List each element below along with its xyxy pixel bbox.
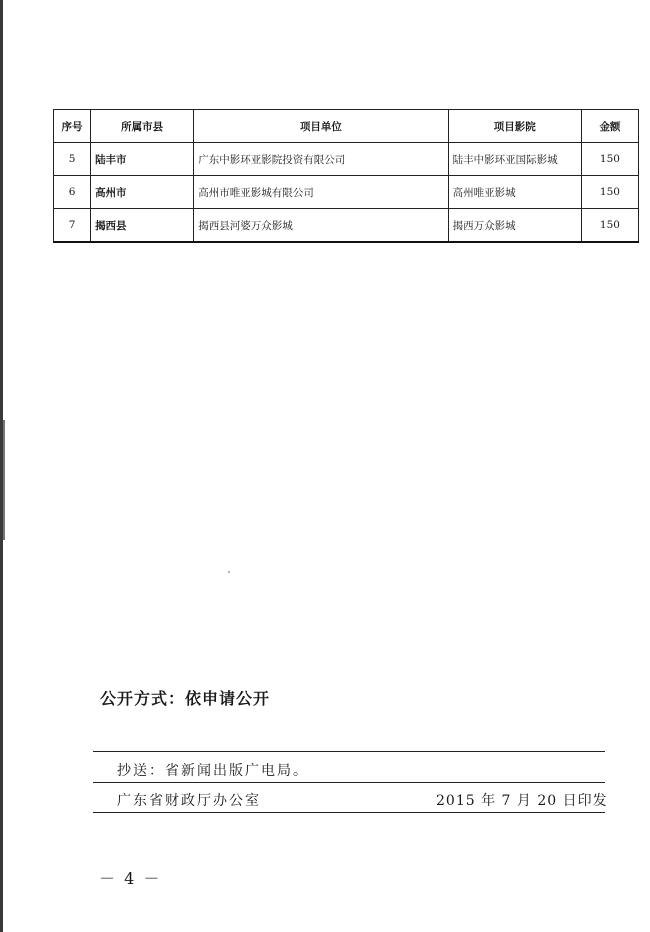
row-amount: 150 xyxy=(581,143,638,176)
row-amount: 150 xyxy=(581,176,638,209)
row-no: 7 xyxy=(54,209,91,243)
row-cinema: 陆丰中影环亚国际影城 xyxy=(448,143,581,176)
table-row xyxy=(54,143,639,176)
issue-date: 2015 年 7 月 20 日印发 xyxy=(436,793,608,809)
row-unit: 广东中影环亚影院投资有限公司 xyxy=(194,143,448,176)
row-cinema: 揭西万众影城 xyxy=(448,209,581,243)
row-unit: 揭西县河婆万众影城 xyxy=(194,209,448,243)
row-no: 5 xyxy=(54,143,91,176)
row-amount: 150 xyxy=(581,209,638,243)
footer-rule-bottom xyxy=(93,812,605,813)
table-row xyxy=(54,209,639,243)
table-header-row xyxy=(54,110,639,143)
page-number: － 4 － xyxy=(99,869,162,888)
row-unit: 高州市唯亚影城有限公司 xyxy=(194,176,448,209)
row-cinema: 高州唯亚影城 xyxy=(448,176,581,209)
footer-rule-middle xyxy=(93,782,605,783)
cc-line: 抄送：省新闻出版广电局。 xyxy=(117,763,309,779)
header-amount: 金额 xyxy=(581,110,638,143)
row-no: 6 xyxy=(54,176,91,209)
funding-table xyxy=(53,109,639,243)
header-cinema: 项目影院 xyxy=(448,110,581,143)
disclosure-method: 公开方式：依申请公开 xyxy=(100,689,271,708)
table-row xyxy=(54,176,639,209)
row-city: 陆丰市 xyxy=(91,143,194,176)
header-no: 序号 xyxy=(54,110,91,143)
footer-rule-top xyxy=(93,751,605,752)
row-city: 揭西县 xyxy=(91,209,194,243)
header-city: 所属市县 xyxy=(91,110,194,143)
header-unit: 项目单位 xyxy=(194,110,448,143)
issuing-office: 广东省财政厅办公室 xyxy=(117,793,261,809)
scan-edge-mark xyxy=(3,420,5,540)
row-city: 高州市 xyxy=(91,176,194,209)
scan-speck xyxy=(228,571,230,573)
